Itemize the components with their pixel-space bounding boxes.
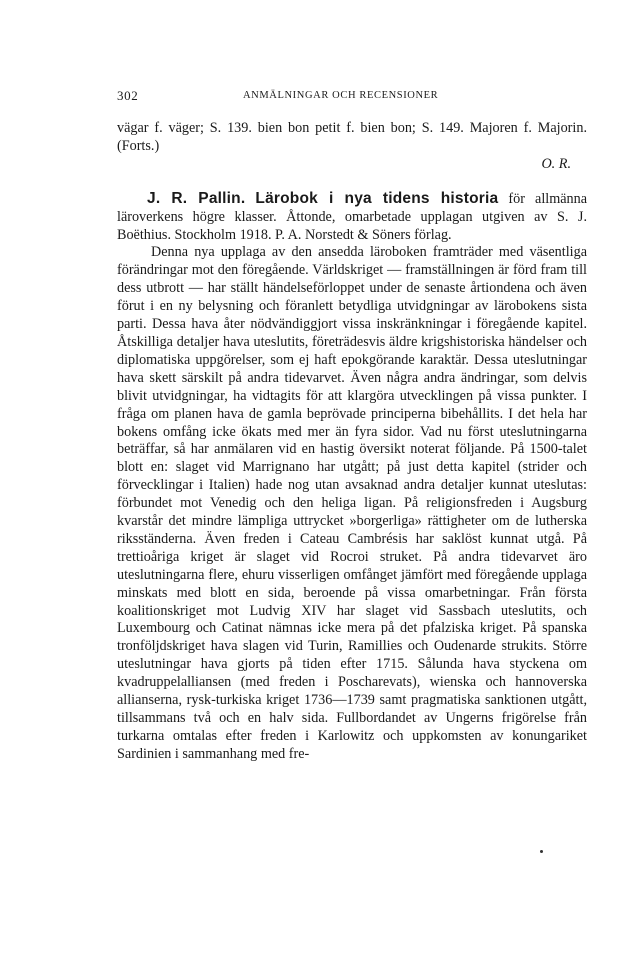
- page-body: [117, 120, 587, 764]
- signature-line: [117, 156, 587, 174]
- continuation-paragraph: [117, 120, 587, 156]
- page-speck-mark: [540, 850, 543, 853]
- continuation-text: vägar f. väger; S. 139. bien bon petit f. bien bon; S. 149. Majoren f. Majorin. (Forts.): [117, 120, 587, 154]
- running-head: ANMÄLNINGAR OCH RECENSIONER: [243, 90, 439, 101]
- page-number: 302: [117, 88, 139, 103]
- reviewer-signature: O. R.: [541, 155, 571, 172]
- page-header: [117, 88, 587, 106]
- bibliographic-entry: [117, 190, 587, 245]
- entry-title: Lärobok i nya tidens historia: [255, 189, 499, 207]
- entry-author: J. R. Pallin.: [147, 189, 246, 207]
- entry-details: för allmänna läroverkens högre klasser. Åttonde, omarbetade upplagan utgiven av S. J. Boëthius. Stockholm 1918. P. A. Norstedt & Söners förlag.: [117, 190, 588, 243]
- review-paragraph: Denna nya upplaga av den ansedda läroboken framträder med väsentliga förändringar mot den föregående. Världskriget — framställningen är förd fram till dess utbrott — har ställt händelseförloppet under de senaste årtiondena och även förut i en ny belysning och föranlett betydliga utvidgningar av lärobokens sista parti. Dessa hava åter nödvändiggjort vissa inskränkningar i föregående kapitel. Åtskilliga detaljer hava uteslutits, företrädesvis äldre krigshistoriska händelser och diplomatiska uppgörelser, som ej haft epokgörande karaktär. Dessa uteslutningar hava skett särskilt på andra tidevarvet. Även några andra ändringar, som delvis blivit utvidgningar, ha vidtagits för att klargöra utvecklingen på vissa punkter. I fråga om planen hava de gamla beprövade principerna bibehållits. I det hela har bokens omfång icke ökats med mer än fyra sidor. Vad nu först uteslutningarna beträffar, så har anmälaren vid en hastig översikt noterat följande. På 1500-talet blott en: slaget vid Marrignano har utgått; på just detta kapitel (strider och förvecklingar i Italien) hade nog utan avsaknad andra detaljer kunnat uteslutas: förbundet mot Venedig och den heliga ligan. På religionsfreden i Augsburg kvarstår det mindre lämpliga uttrycket »borgerliga» rättigheter om de lutherska riksständerna. Även freden i Cateau Cambrésis har saklöst kunnat utgå. På trettioåriga kriget är slaget vid Rocroi struket. På andra tidevarvet äro uteslutningarna flere, ehuru visserligen omfånget jämfört med föregående upplaga minskats med blott en sida, beroende på vissa omarbetningar. Från första koalitionskriget mot Ludvig XIV har slaget vid Sassbach uteslutits, och Luxembourg och Catinat nämnas icke mera på det pfalziska kriget. På spanska tronföljdskriget hava slagen vid Turin, Ramillies och Oudenarde strukits. Större uteslutningar hava gjorts på tiden efter 1715. Sålunda hava styckena om kvadruppelalliansen (med freden i Poscharevats), wienska och hannoverska allianserna, rysk-turkiska kriget 1736—1739 samt pragmatiska sanktionen utgått, tillsammans två och en halv sida. Fullbordandet av Ungerns frigörelse från turkarna omtalas efter freden i Karlowitz och uppkomsten av konungariket Sardinien i sammanhang med fre-: [117, 244, 587, 762]
